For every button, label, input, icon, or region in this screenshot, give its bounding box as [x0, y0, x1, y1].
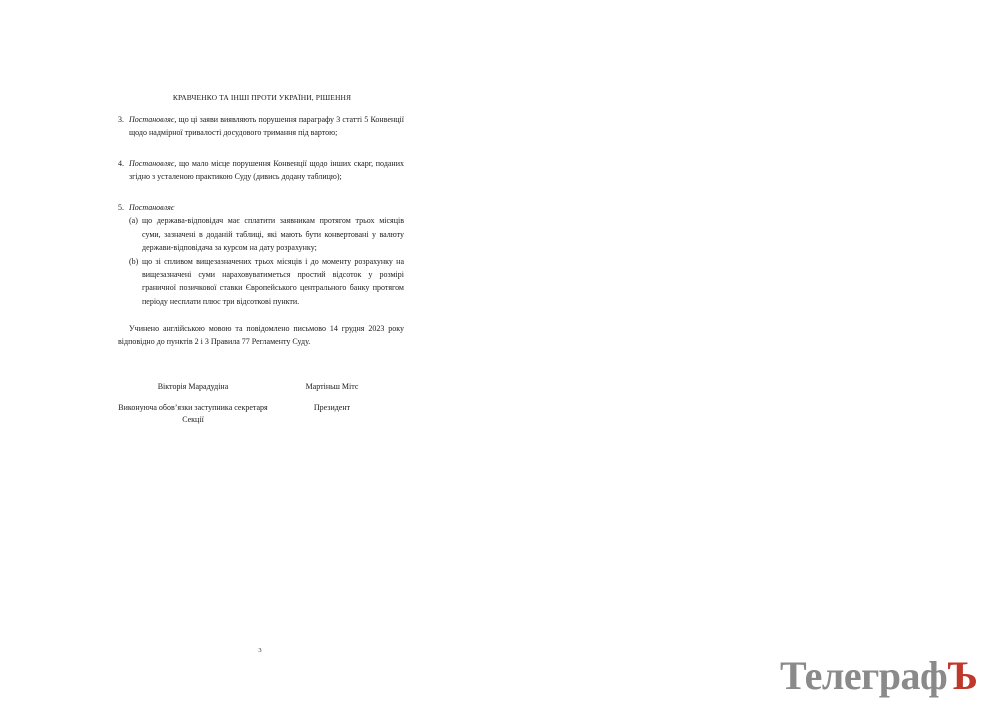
item-body: , що мало місце порушення Конвенції щодо інших скарг, поданих згідно з усталеною практикою Суду (дивись додану таблицю);: [129, 159, 404, 182]
document-header: КРАВЧЕНКО ТА ІНШІ ПРОТИ УКРАЇНИ, РІШЕННЯ: [172, 93, 352, 102]
item-number: 5.: [118, 203, 124, 212]
item-text: [129, 157, 404, 184]
subitem-text: що держава-відповідач має сплатити заявникам протягом трьох місяців суми, зазначені в доданій таблиці, які мають бути конвертовані у валюту держави-відповідача за курсом на дату розрахунку;: [142, 216, 404, 253]
ruling-item-5: [118, 201, 404, 308]
watermark-text: Телеграф: [780, 653, 948, 698]
item-number: 4.: [118, 159, 124, 168]
ruling-item-3: [118, 113, 404, 140]
page-number: 3: [258, 647, 262, 654]
subitem-text: що зі спливом вищезазначених трьох місяців і до моменту розрахунку на вищезазначені суми нараховуватиметься простий відсоток у розмірі граничної позичкової ставки Європейського центрального банку протягом періоду несплати плюс три відсоткові пункти.: [142, 256, 404, 306]
watermark-hard-sign: Ъ: [947, 653, 978, 698]
signatory-name: Вікторія Марадудіна: [157, 382, 229, 391]
item-text: [129, 113, 404, 140]
subitem-label: (b): [129, 256, 139, 266]
subitem-label: (a): [129, 216, 138, 226]
item-lead: Постановляє: [129, 159, 175, 168]
closing-statement: Учинено англійською мовою та повідомлено письмово 14 грудня 2023 року відповідно до пунктів 2 і 3 Правила 77 Регламенту Суду.: [118, 324, 404, 347]
subitem-a: [129, 214, 404, 254]
item-number: 3.: [118, 115, 124, 124]
subitem-b: [129, 255, 404, 309]
item-lead: Постановляє: [129, 203, 175, 212]
telegraf-watermark-logo: [780, 652, 977, 699]
ruling-item-4: [118, 157, 404, 184]
item-lead: Постановляє: [129, 115, 175, 124]
item-text: [129, 201, 404, 214]
signatory-name: Мартіньш Мітс: [305, 382, 359, 391]
signatory-role: Президент: [313, 403, 351, 412]
signatory-role: Виконуюча обов’язки заступника секретаря Секції: [118, 403, 268, 424]
item-body: , що ці заяви виявляють порушення параграфу 3 статті 5 Конвенції щодо надмірної тривалості досудового тримання під вартою;: [129, 115, 404, 138]
